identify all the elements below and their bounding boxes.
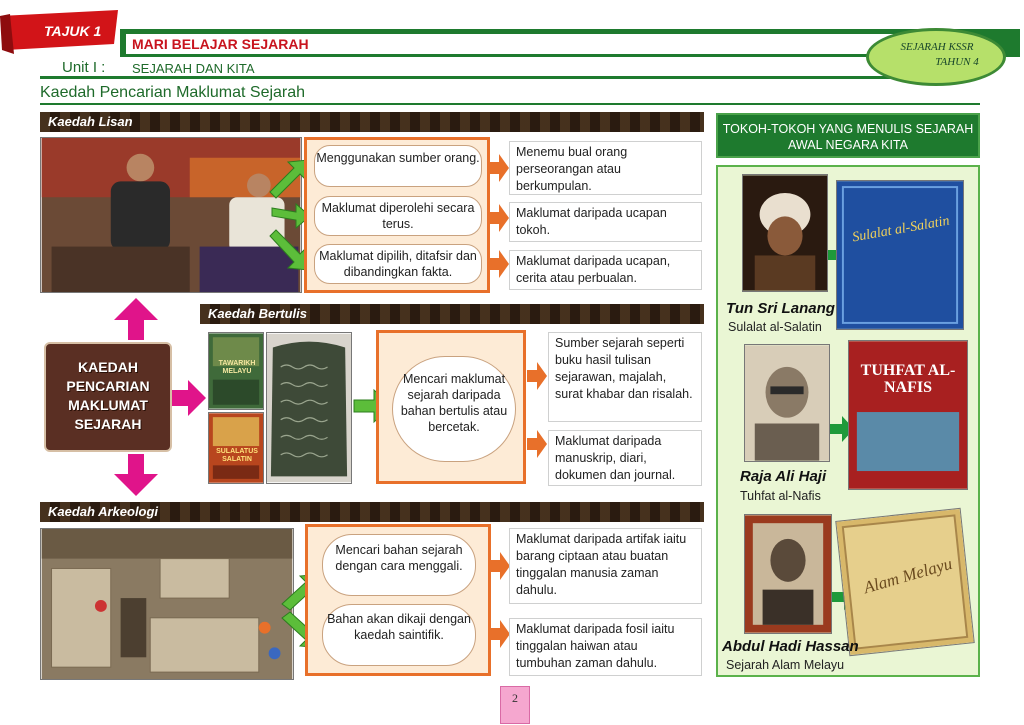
center-line-3: MAKLUMAT: [68, 397, 148, 413]
right-arrow-icon: [172, 378, 208, 418]
book-sulalat-cover: [836, 180, 964, 330]
kssr-badge-text: [882, 40, 992, 70]
portrait-tun-sri-lanang: [742, 174, 828, 292]
arkeologi-pill-2: Bahan akan dikaji dengan kaedah saintifik.: [322, 604, 476, 666]
tokoh-name-1: Tun Sri Lanang: [726, 300, 835, 317]
tokoh-heading: TOKOH-TOKOH YANG MENULIS SEJARAH AWAL NEGARA KITA: [716, 113, 980, 158]
arkeologi-pill-1: Mencari bahan sejarah dengan cara menggali.: [322, 534, 476, 596]
up-arrow-icon: [110, 296, 162, 342]
page-title: MARI BELAJAR SEJARAH: [132, 36, 309, 52]
lisan-bar-label: Kaedah Lisan: [48, 114, 133, 129]
center-kaedah-box: [44, 342, 172, 452]
tokoh-work-1: Sulalat al-Salatin: [728, 320, 822, 334]
lisan-note-3: Maklumat daripada ucapan, cerita atau perbualan.: [509, 250, 702, 290]
arkeologi-bar-label: Kaedah Arkeologi: [48, 504, 159, 519]
unit-name: SEJARAH DAN KITA: [132, 61, 255, 76]
tajuk-label: TAJUK 1: [44, 23, 102, 39]
portrait-abdul-hadi-hassan: [744, 514, 832, 634]
bertulis-pill: Mencari maklumat sejarah daripada bahan bertulis atau bercetak.: [392, 356, 516, 462]
bertulis-bar-label: Kaedah Bertulis: [208, 306, 307, 321]
lisan-pill-3: Maklumat dipilih, ditafsir dan dibandingkan fakta.: [314, 244, 482, 284]
book-sulalatus-title: SULALATUS SALATIN: [216, 448, 258, 463]
lisan-pill-1: Menggunakan sumber orang.: [314, 145, 482, 187]
bertulis-note-2: Maklumat daripada manuskrip, diari, dokumen dan journal.: [548, 430, 702, 486]
arkeologi-note-1: Maklumat daripada artifak iaitu barang ciptaan atau buatan tinggalan manusia zaman dahulu.: [509, 528, 702, 604]
book-tuhfat-title: TUHFAT AL-NAFIS: [860, 362, 956, 396]
unit-label: Unit I :: [62, 59, 106, 76]
tokoh-name-3: Abdul Hadi Hassan: [722, 638, 859, 655]
lisan-pill-2: Maklumat diperolehi secara terus.: [314, 196, 482, 236]
center-line-2: PENCARIAN: [66, 378, 150, 394]
lisan-note-2: Maklumat daripada ucapan tokoh.: [509, 202, 702, 242]
arkeologi-note-2: Maklumat daripada fosil iaitu tinggalan haiwan atau tumbuhan zaman dahulu.: [509, 618, 702, 676]
tokoh-work-2: Tuhfat al-Nafis: [740, 489, 821, 503]
book-tawarikh-title: TAWARIKH MELAYU: [218, 360, 256, 375]
book-alam-melayu-title: Alam Melayu: [861, 553, 955, 598]
bertulis-small-arrows-icon: [527, 358, 547, 458]
down-arrow-icon: [110, 452, 162, 498]
kssr-line2: TAHUN 4: [935, 56, 979, 68]
lisan-bar: [40, 112, 704, 132]
arkeologi-small-arrows-icon: [490, 548, 510, 648]
kssr-line1: SEJARAH KSSR: [900, 41, 974, 53]
lisan-small-arrows-icon: [489, 150, 509, 280]
lisan-note-1: Menemu bual orang perseorangan atau berkumpulan.: [509, 141, 702, 195]
page-number: 2: [500, 686, 530, 724]
inscription-stone-image: [266, 332, 352, 484]
center-line-1: KAEDAH: [78, 359, 138, 375]
book-sulalat-title: Sulalat al-Salatin: [851, 213, 951, 246]
section-title: Kaedah Pencarian Maklumat Sejarah: [40, 84, 306, 101]
tokoh-work-3: Sejarah Alam Melayu: [726, 658, 845, 672]
section-divider: [40, 103, 980, 105]
bertulis-note-1: Sumber sejarah seperti buku hasil tulisan sejarawan, majalah, surat khabar dan risalah.: [548, 332, 702, 422]
excavation-photo: [40, 528, 294, 680]
center-line-4: SEJARAH: [74, 416, 142, 432]
interview-photo: [40, 137, 302, 293]
tokoh-name-2: Raja Ali Haji: [740, 468, 827, 485]
portrait-raja-ali-haji: [744, 344, 830, 462]
